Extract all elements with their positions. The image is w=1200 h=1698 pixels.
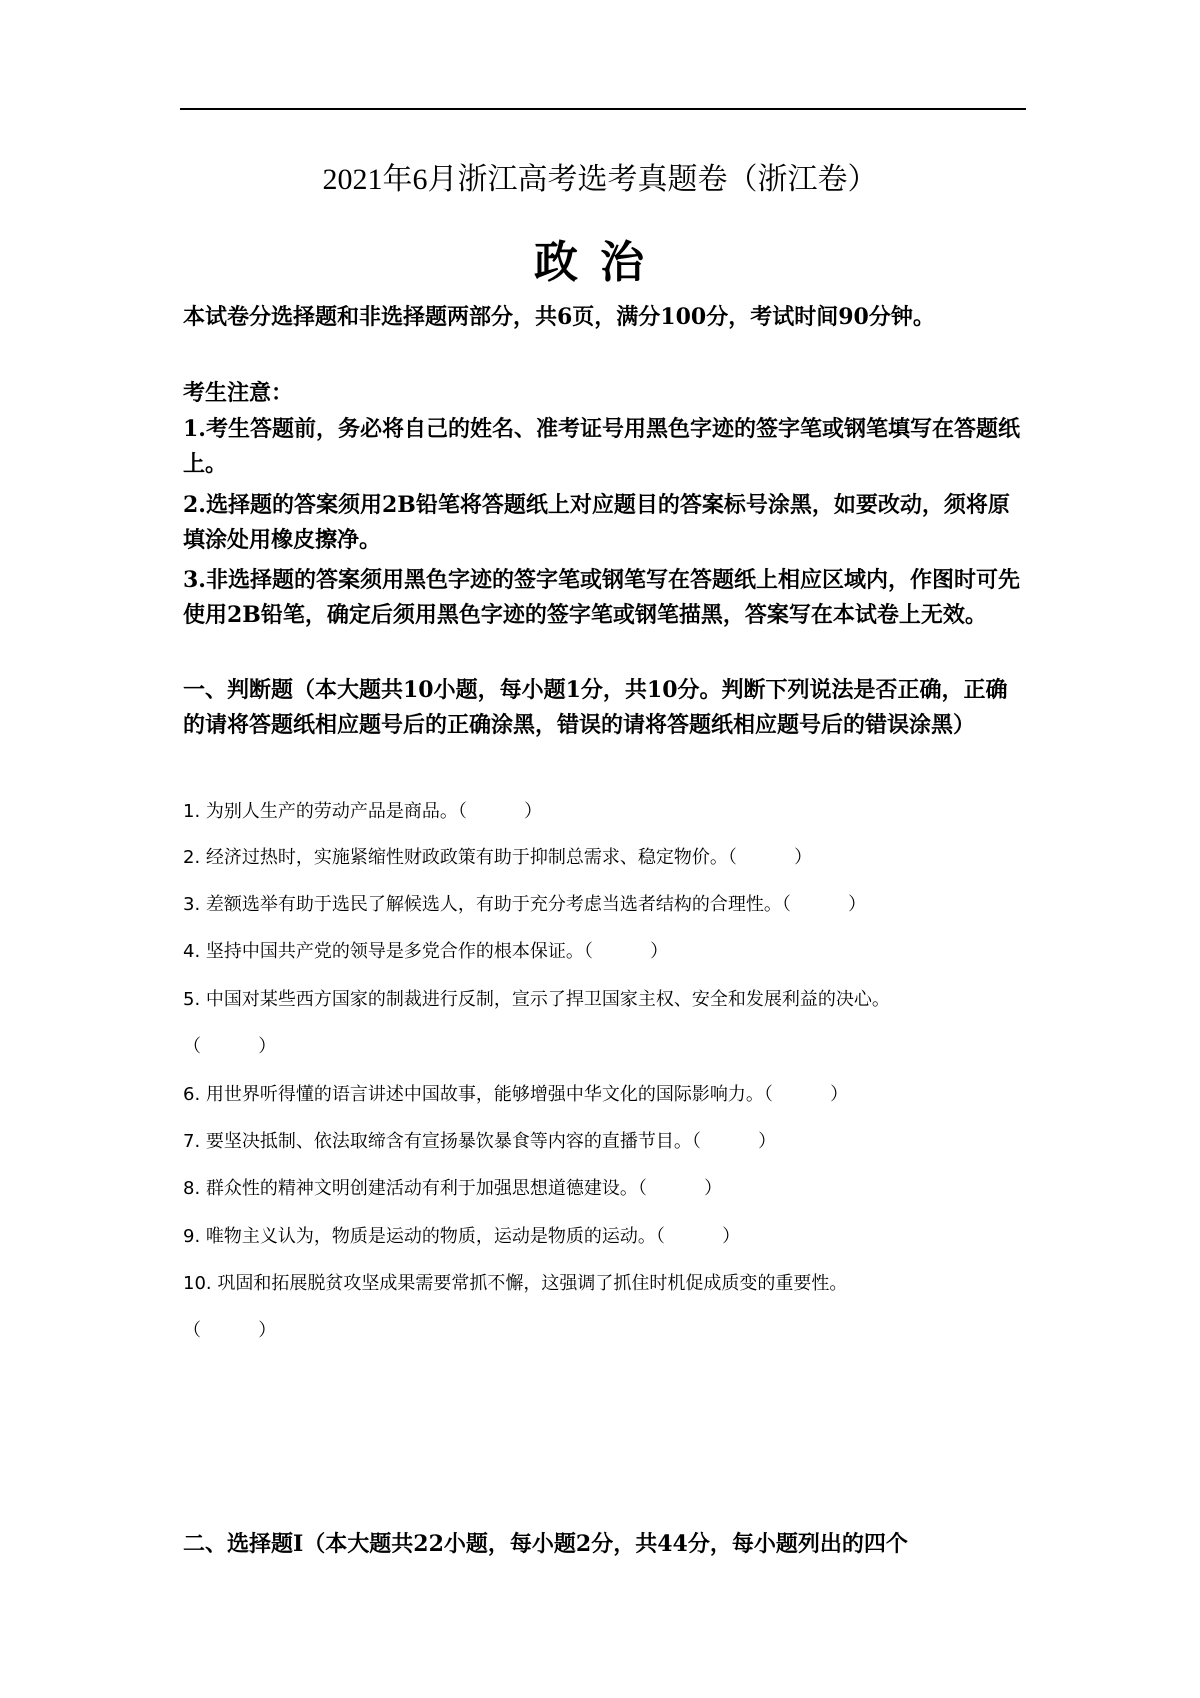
question-number: 9.: [183, 1226, 201, 1247]
question-item: [183, 1130, 1033, 1154]
section2-heading: 二、选择题Ⅰ（本大题共22小题，每小题2分，共44分，每小题列出的四个: [183, 1531, 908, 1557]
question-number: 10.: [183, 1273, 212, 1294]
answer-blank: （ ）: [637, 1178, 723, 1199]
question-text: 要坚决抵制、依法取缔含有宣扬暴饮暴食等内容的直播节目。: [205, 1131, 692, 1152]
notice-item: 3.非选择题的答案须用黑色字迹的签字笔或钢笔写在答题纸上相应区域内，作图时可先使用2B铅笔，确定后须用黑色字迹的签字笔或钢笔描黑，答案写在本试卷上无效。: [183, 567, 1020, 628]
question-item: [183, 1177, 1033, 1201]
question-text: 经济过热时，实施紧缩性财政政策有助于抑制总需求、稳定物价。: [205, 847, 728, 868]
section1-heading: 一、判断题（本大题共10小题，每小题1分，共10分。判断下列说法是否正确，正确的请将答题纸相应题号后的正确涂黑，错误的请将答题纸相应题号后的错误涂黑）: [183, 677, 1008, 738]
notice-item: 1.考生答题前，务必将自己的姓名、准考证号用黑色字迹的签字笔或钢笔填写在答题纸上。: [183, 416, 1020, 477]
notice-item: 2.选择题的答案须用2B铅笔将答题纸上对应题目的答案标号涂黑，如要改动，须将原填涂处用橡皮擦净。: [183, 492, 1010, 553]
answer-blank: （ ）: [457, 801, 543, 822]
question-item: [183, 1083, 1033, 1107]
question-item: [183, 893, 1033, 917]
question-text: 中国对某些西方国家的制裁进行反制，宣示了捍卫国家主权、安全和发展利益的决心。: [205, 989, 890, 1010]
question-text: 用世界听得懂的语言讲述中国故事，能够增强中华文化的国际影响力。: [205, 1084, 764, 1105]
answer-blank: （ ）: [727, 847, 813, 868]
answer-blank: （ ）: [655, 1226, 741, 1247]
question-item-continued: [183, 1035, 1033, 1059]
answer-blank: （ ）: [183, 1320, 277, 1341]
question-text: 唯物主义认为，物质是运动的物质，运动是物质的运动。: [205, 1226, 656, 1247]
question-item: [183, 940, 1033, 964]
question-number: 5.: [183, 989, 201, 1010]
exam-title: 2021年6月浙江高考选考真题卷（浙江卷）: [322, 163, 878, 196]
question-text: 坚持中国共产党的领导是多党合作的根本保证。: [205, 941, 584, 962]
question-item: [183, 846, 1033, 870]
question-number: 1.: [183, 801, 201, 822]
answer-blank: （ ）: [691, 1131, 777, 1152]
answer-blank: （ ）: [781, 894, 867, 915]
question-text: 差额选举有助于选民了解候选人，有助于充分考虑当选者结构的合理性。: [205, 894, 782, 915]
notice-heading: 考生注意：: [183, 380, 294, 406]
question-number: 3.: [183, 894, 201, 915]
question-item-continued: [183, 1319, 1033, 1343]
answer-blank: （ ）: [183, 1036, 277, 1057]
answer-blank: （ ）: [583, 941, 669, 962]
question-number: 6.: [183, 1084, 201, 1105]
header-rule: [180, 108, 1026, 110]
exam-intro: 本试卷分选择题和非选择题两部分，共6页，满分100分，考试时间90分钟。: [183, 304, 935, 330]
answer-blank: （ ）: [763, 1084, 849, 1105]
question-number: 2.: [183, 847, 201, 868]
question-text: 为别人生产的劳动产品是商品。: [205, 801, 458, 822]
exam-subject: 政治: [534, 237, 666, 288]
question-item: [183, 1272, 1033, 1296]
question-text: 群众性的精神文明创建活动有利于加强思想道德建设。: [205, 1178, 638, 1199]
question-number: 8.: [183, 1178, 201, 1199]
question-text: 巩固和拓展脱贫攻坚成果需要常抓不懈，这强调了抓住时机促成质变的重要性。: [217, 1273, 848, 1294]
question-item: [183, 1225, 1033, 1249]
question-item: [183, 988, 1033, 1012]
question-number: 4.: [183, 941, 201, 962]
question-number: 7.: [183, 1131, 201, 1152]
question-item: [183, 800, 1033, 824]
